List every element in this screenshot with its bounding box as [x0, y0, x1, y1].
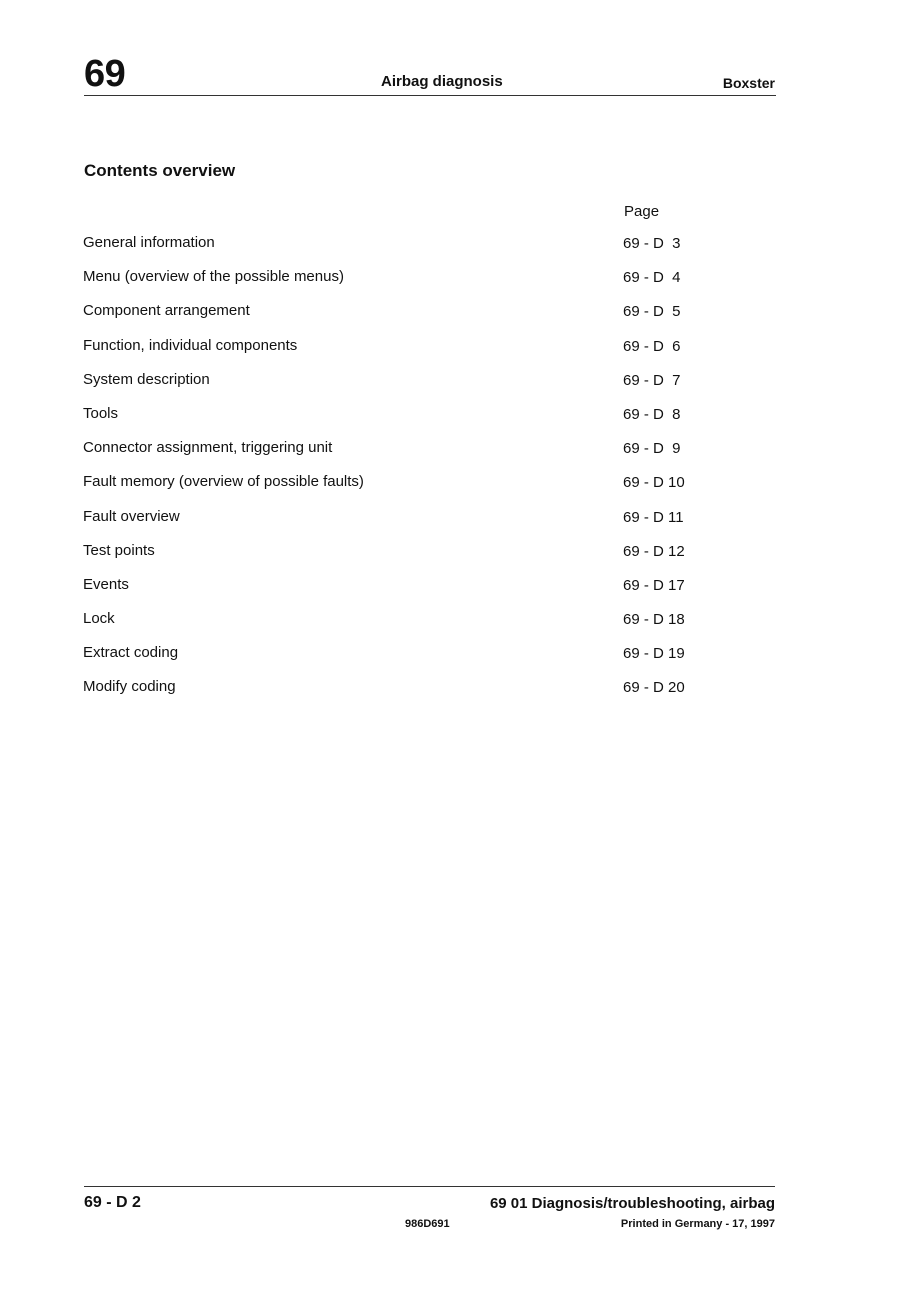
- chapter-number: 69: [84, 53, 126, 95]
- footer-page-number: 69 - D 2: [84, 1194, 141, 1211]
- toc-entry-menu[interactable]: [83, 267, 703, 301]
- toc-entry-page: 69 - D 4: [623, 269, 681, 287]
- toc-entry-label: Function, individual components: [83, 336, 298, 354]
- toc-entry-tools[interactable]: [83, 404, 703, 438]
- toc-entry-general-information[interactable]: [83, 233, 703, 267]
- toc-entry-label: Connector assignment, triggering unit: [83, 439, 333, 457]
- toc-entry-page: 69 - D 20: [623, 679, 685, 697]
- footer-section-title: 69 01 Diagnosis/troubleshooting, airbag: [489, 1195, 775, 1212]
- toc-entry-label: Extract coding: [83, 644, 179, 662]
- toc-entry-label: General information: [83, 234, 215, 251]
- toc-entry-page: 69 - D 6: [623, 337, 681, 355]
- toc-entry-modify-coding[interactable]: [83, 677, 703, 711]
- toc-entry-label: System description: [83, 370, 210, 388]
- toc-entry-page: 69 - D 8: [623, 405, 681, 423]
- toc-entry-page: 69 - D 3: [623, 235, 681, 252]
- toc-entry-function-components[interactable]: [83, 336, 703, 370]
- toc-entry-fault-memory[interactable]: [83, 472, 703, 506]
- toc-entry-label: Fault memory (overview of possible faults): [83, 473, 364, 491]
- toc-entry-events[interactable]: [83, 575, 703, 609]
- toc-entry-page: 69 - D 7: [623, 371, 681, 389]
- contents-title: Contents overview: [84, 161, 236, 180]
- toc-entry-label: Menu (overview of the possible menus): [83, 268, 344, 286]
- toc-entry-label: Modify coding: [83, 678, 176, 696]
- toc-entry-extract-coding[interactable]: [83, 643, 703, 677]
- header-model: Boxster: [722, 75, 775, 91]
- toc-entry-label: Tools: [83, 404, 119, 422]
- header-divider: [84, 95, 776, 96]
- toc-entry-system-description[interactable]: [83, 370, 703, 404]
- toc-entry-lock[interactable]: [83, 609, 703, 643]
- toc-entry-label: Events: [83, 575, 129, 593]
- toc-entry-page: 69 - D 17: [623, 576, 685, 594]
- footer-printed-note: Printed in Germany - 17, 1997: [620, 1218, 775, 1230]
- toc-entry-connector-assignment[interactable]: [83, 438, 703, 472]
- contents-list: [83, 233, 703, 712]
- footer-document-code: 986D691: [405, 1218, 450, 1230]
- toc-entry-page: 69 - D 12: [623, 542, 685, 560]
- page-column-heading: Page: [624, 203, 660, 220]
- toc-entry-page: 69 - D 11: [623, 508, 684, 526]
- toc-entry-page: 69 - D 18: [623, 611, 685, 629]
- toc-entry-page: 69 - D 9: [623, 440, 681, 458]
- toc-entry-page: 69 - D 5: [623, 303, 681, 321]
- toc-entry-page: 69 - D 10: [623, 474, 685, 492]
- toc-entry-component-arrangement[interactable]: [83, 301, 703, 335]
- footer-divider: [84, 1186, 775, 1187]
- toc-entry-label: Component arrangement: [83, 302, 250, 320]
- toc-entry-label: Lock: [83, 610, 115, 628]
- toc-entry-test-points[interactable]: [83, 541, 703, 575]
- toc-entry-fault-overview[interactable]: [83, 507, 703, 541]
- toc-entry-label: Test points: [83, 541, 155, 559]
- toc-entry-label: Fault overview: [83, 507, 180, 525]
- header-title: Airbag diagnosis: [381, 73, 503, 90]
- toc-entry-page: 69 - D 19: [623, 645, 685, 663]
